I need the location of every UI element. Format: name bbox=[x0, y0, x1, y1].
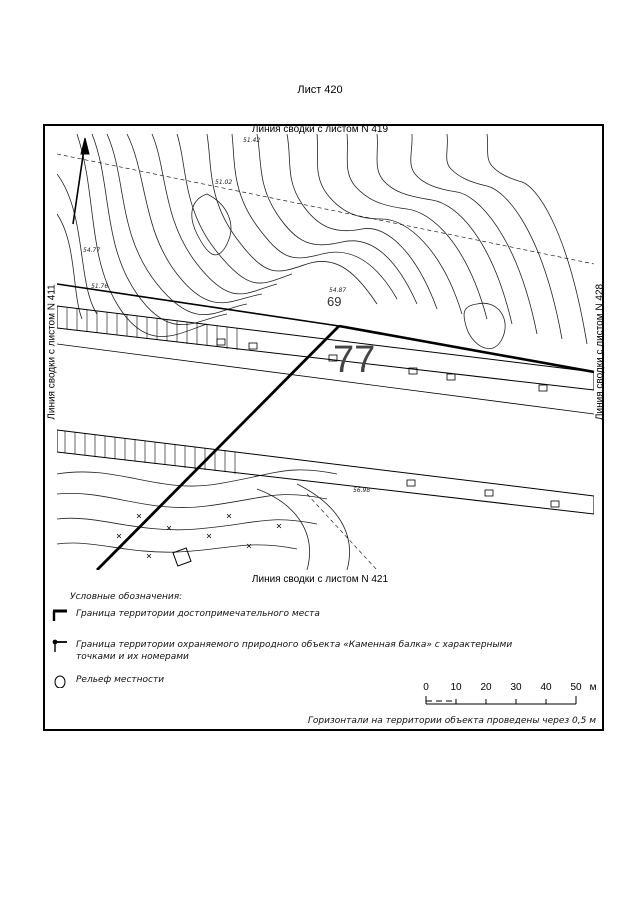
scale-tick-label: 20 bbox=[480, 682, 492, 693]
legend-item: Граница территории охраняемого природного объекта «Каменная балка» с характерными точками и их номерами bbox=[52, 639, 552, 663]
spot-height: 51.42 bbox=[243, 137, 261, 144]
point-label: 69 bbox=[327, 294, 342, 309]
contour-line bbox=[232, 134, 397, 299]
road-structures bbox=[217, 339, 559, 507]
scale-bar bbox=[410, 682, 610, 712]
dashed-line bbox=[307, 494, 377, 570]
spot-height: 56.98 bbox=[353, 487, 371, 494]
contour-line bbox=[57, 543, 297, 552]
contour-line bbox=[192, 194, 231, 255]
contour-interval-note: Горизонтали на территории объекта проведены через 0,5 м bbox=[307, 716, 596, 726]
scale-unit: м bbox=[589, 682, 597, 693]
dashed-line bbox=[57, 154, 594, 264]
contour-line bbox=[377, 134, 512, 324]
contour-line bbox=[207, 134, 377, 304]
contour-line bbox=[57, 518, 317, 530]
scale-tick-label: 30 bbox=[510, 682, 522, 693]
contour-line bbox=[57, 214, 82, 319]
point-label: 77 bbox=[333, 339, 376, 381]
spot-height: 51.02 bbox=[215, 179, 233, 186]
contour-line bbox=[152, 134, 277, 294]
contour-line bbox=[257, 134, 417, 304]
map-edge-right-label: Линия сводки с листом N 428 bbox=[594, 283, 606, 421]
thin-boundary-line-icon bbox=[52, 639, 68, 653]
vegetation-marks bbox=[117, 514, 281, 558]
contour-line bbox=[107, 134, 247, 315]
spot-height: 54.87 bbox=[329, 287, 347, 294]
topographic-map[interactable] bbox=[57, 134, 594, 570]
legend-title: Условные обозначения: bbox=[70, 592, 183, 602]
map-edge-bottom-label: Линия сводки с листом N 421 bbox=[251, 574, 389, 585]
landmark-territory-boundary bbox=[97, 326, 339, 570]
contour-line bbox=[411, 134, 537, 334]
protected-object-boundary-west bbox=[57, 284, 342, 326]
contour-line bbox=[447, 134, 562, 339]
contour-line bbox=[57, 470, 337, 486]
north-arrow-icon bbox=[73, 138, 89, 224]
map-edge-top-label: Линия сводки с листом N 419 bbox=[251, 124, 389, 135]
contour-line bbox=[127, 134, 262, 303]
contour-line bbox=[287, 134, 437, 309]
spot-height: 51.76 bbox=[91, 283, 109, 290]
map-edge-left-label: Линия сводки с листом N 411 bbox=[46, 284, 58, 420]
contour-relief-icon bbox=[52, 674, 68, 688]
scale-bar-line bbox=[410, 682, 610, 712]
scale-tick-label: 40 bbox=[540, 682, 552, 693]
thick-boundary-line-icon bbox=[52, 608, 68, 622]
sheet-title: Лист 420 bbox=[297, 84, 343, 96]
enclosure-marker bbox=[173, 548, 191, 566]
spot-height: 54.77 bbox=[83, 247, 101, 254]
scale-tick-label: 10 bbox=[450, 682, 462, 693]
scale-tick-label: 50 bbox=[570, 682, 582, 693]
contour-line bbox=[487, 134, 587, 344]
contour-lines bbox=[57, 134, 587, 570]
legend-item: Рельеф местности bbox=[52, 674, 164, 688]
upper-road bbox=[57, 306, 594, 414]
contour-line bbox=[257, 489, 310, 570]
contour-line bbox=[77, 134, 207, 337]
legend-item: Граница территории достопримечательного места bbox=[52, 608, 320, 622]
scale-tick-label: 0 bbox=[423, 682, 429, 693]
contour-line bbox=[297, 484, 350, 570]
